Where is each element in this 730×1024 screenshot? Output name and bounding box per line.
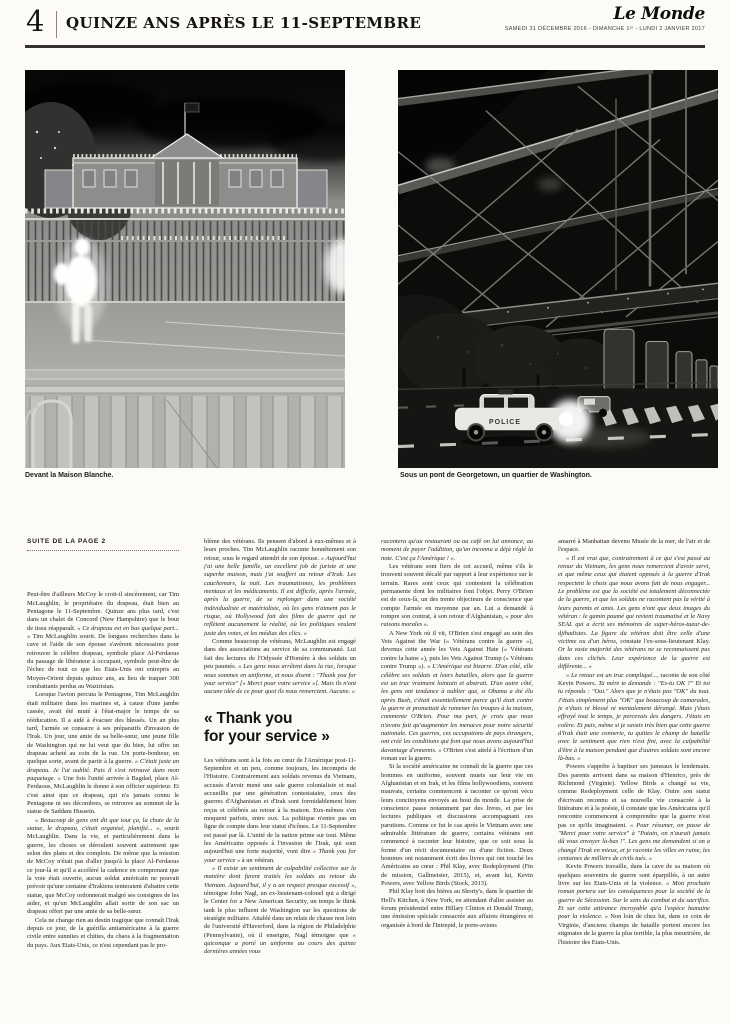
lemonde-masthead-logo: Le Monde <box>613 4 705 24</box>
article-paragraph: « Le retour est un truc compliqué..., raconte de son côté Kevin Powers. Ta mère te demande : "Es-tu OK ?" Et toi tu réponds : "Oui." Alors que je n'étais pas "OK" du tout. J'étais simplement plus "OK" que beaucoup de camarades, je n'étais ni blessé ni mentalement dérangé. Mais j'étais effrayé tout le temps, je percevais des dangers. J'étais en colère. Et puis, même si je savais très bien que cette guerre d'Irak était une connerie, tu quittes le champ de bataille avec le sentiment que rien n'est fini, avec la culpabilité d'être à la maison pendant que d'autres soldats sont encore là-bas. » <box>558 671 710 762</box>
article-column-4 <box>558 538 710 1020</box>
light-bar <box>498 389 513 394</box>
header-rule <box>25 45 705 48</box>
photo-georgetown-bridge <box>398 70 718 468</box>
article-paragraph: Si la société américaine ne connaît de la guerre que ces hommes en uniforme, souvent muets sur leur vie en Afghanistan et en Irak, et les films hollywoodiens, souvent mauvais, certains commencent à raconter ce qu'ont vécu leurs concitoyens envoyés au bout du monde. La prise de conscience passe notamment par des livres, et par les lectures publiques et discussions accompagnant ces parutions. Comme ce fut le cas après le Vietnam avec une admirable littérature de guerre, certains vétérans ont commencé à raconter leur histoire, que ce soit sous la forme d'un récit documentaire ou d'une fiction. Deux hommes ont notamment écrit des livres qui ont touché les Américains au cœur : Phil Klay, avec Redeployment (Fin de mission, Gallmeister, 2015), et, avant lui, Kevin Powers, avec Yellow Birds (Stock, 2013). <box>381 763 533 888</box>
section-title: QUINZE ANS APRÈS LE 11-SEPTEMBRE <box>66 14 422 32</box>
article-paragraph: « Beaucoup de gens ont dit que tout ça, la chute de la statue, le drapeau, c'était organisé, planifié... », sourit McLaughlin. Dans la vie, et particulièrement dans la guerre, les choses se déroulent souvent autrement que selon des plans et des complots. De même que la mission de McCoy n'était pas d'aller jusqu'à la place Al-Ferdaous ce jour-là et qu'il a accéléré la cadence en comprenant que la voie était ouverte, aucun soldat américain ne pouvait prévoir qu'une centaine d'Irakiens tenteraient d'abattre cette statue, que McCoy ordonnerait malgré ses consignes de les aider, et qu'un McLaughlin allait sortir de son sac un drapeau offert par une amie de sa belle-sœur. <box>27 816 179 916</box>
photo-caption-left: Devant la Maison Blanche. <box>25 472 114 479</box>
article-paragraph: racontera qu'au restaurant ou au café on lui annonce, au moment de payer l'addition, qu'un inconnu a déjà réglé la note. C'est ça l'Amérique ! ». <box>381 538 533 562</box>
article-paragraph: Comme beaucoup de vétérans, McLaughlin est engagé dans des associations au service de sa communauté. Lui fait des lectures de l'Odyssée d'Homère à des soldats un peu paumés. « Les gens nous arrêtent dans la rue, lorsque nous sommes en uniforme, et nous disent : "Thank you for your service" [« Merci pour votre service »]. Mais ils n'ont aucune idée de ce pour quoi ils nous remercient. Aucune. » <box>204 638 356 696</box>
photo-white-house-thermal <box>25 70 345 468</box>
article-paragraph: Kevin Powers travaille, dans la cave de sa maison où quelques souvenirs de guerre sont éparpillés, à un autre livre sur les Etats-Unis et la violence. « Mon prochain roman portera sur les conséquences pour la société de la guerre de Sécession. Sur le sens du combat et du sacrifice. Et sur cette attirance incroyable qu'a l'espèce humaine pour la violence. » Non loin de chez lui, dans ce coin de Virginie, d'anciens champs de bataille portent encore les stigmates de la guerre la plus terrible, la plus meurtrière, de l'histoire des Etats-Unis. <box>558 863 710 946</box>
article-paragraph: blème des vétérans. Ils pensent d'abord à eux-mêmes et à leurs proches. Tim McLaughlin raconte honnêtement son retour, sous le regard attendri de son épouse. « Aujourd'hui j'ai une belle famille, un excellent job de juriste et une superbe maison, mais j'ai souffert au retour d'Irak. Les cauchemars, la nuit. Les traumatismes, les problèmes mentaux et les médicaments. Il est difficile, après l'armée, après la guerre, de se replonger dans une société individualiste et matérialiste, où les gens n'aiment pas le risque, où Hollywood fait des films de guerre qui ne reflètent aucunement la réalité, où les politiques veulent juste des votes, et les médias des clics. » <box>204 538 356 637</box>
article-paragraph: « Il est vrai que, contrairement à ce qui s'est passé au retour du Vietnam, les gens nous remercient d'avoir servi, et que même ceux qui étaient opposés à la guerre d'Irak respectent le choix que nous avons fait de nous engager... Le problème est que la société est totalement déconnectée de la guerre, et que les soldats ne racontent pas la vérité à leurs parents et amis. Les gens n'ont que deux images du vétéran : le gamin paumé qui revient traumatisé et le Navy SEAL qui a écrit ses mémoires de super-héros-tueur-de-djihadistes. La figure du vétéran doit être celle d'une victime ou d'un héros, constate l'ex-sous-lieutenant Klay. Or la vaste majorité des vétérans ne se reconnaissent pas dans ces clichés. Leur expérience de la guerre est différente... » <box>558 554 710 671</box>
article-paragraph: « Il existe un sentiment de culpabilité collective sur la manière dont furent traités les soldats au retour du Vietnam. Aujourd'hui, il y a un respect presque excessif », témoigne John Nagl, un ex-lieutenant-colonel qui a dirigé le Center for a New American Security, un temps le think tank le plus influent de Washington sur les questions de stratégie militaire. Attablé dans un relais de chasse non loin de l'université d'Haverford, dans la région de Philadelphie (Pennsylvanie), où il enseigne, Nagl témoigne que « quiconque a porté un uniforme au cours des quinze dernières années vous <box>204 865 356 956</box>
article-paragraph: Phil Klay boit des bières au Shorty's, dans le quartier de Hell's Kitchen, à New York, en attendant d'aller assister au forum présidentiel entre Hillary Clinton et Donald Trump, une émission spéciale consacrée aux affaires étrangères et organisée à bord de l'Intrepid, le porte-avions <box>381 888 533 929</box>
photo-caption-right: Sous un pont de Georgetown, un quartier de Washington. <box>400 472 592 479</box>
header-divider <box>56 11 57 38</box>
continued-from-kicker: SUITE DE LA PAGE 2 <box>27 538 179 551</box>
page-number: 4 <box>26 4 45 38</box>
police-door-label: POLICE <box>489 419 522 427</box>
article-paragraph: Powers s'apprête à baptiser ses jumeaux le lendemain. Des parents arrivent dans sa maison d'Henrico, près de Richmond (Virginie). Yellow Birds a changé sa vie, comme Redeployment celle de Klay. Outre son statut d'écrivain reconnu et sa nouvelle vie consacrée à la littérature et à la poésie, il constate que les Américains qu'il rencontre commencent à comprendre que la guerre n'est pas ce qu'ils imaginaient. « Pour résumer, on passe de "Merci pour votre service" à "Putain, on n'aurait jamais dû vous envoyer là-bas !". Les gens me demandent si on a changé l'Irak en mieux, et je raconte les villes en ruine, les centaines de milliers de civils tués. » <box>558 763 710 863</box>
article-column-2 <box>204 538 356 1020</box>
article-column-3 <box>381 538 533 1020</box>
edition-dateline: SAMEDI 31 DÉCEMBRE 2016 - DIMANCHE 1ᵉʳ - LUNDI 2 JANVIER 2017 <box>504 26 705 32</box>
article-paragraph: A New York où il vit, O'Brien s'est engagé au sein des Vets Against the War (« Vétérans contre la guerre »), devenus cette année les Vets Against Hate (« Vétérans contre la haine »), puis les Vets Against Trump (« Vétérans contre Trump »). « L'Amérique est bizarre. D'un côté, elle célèbre ses soldats et leurs batailles, alors que la guerre est un truc vraiment lointain et abstrait. D'un autre côté, les gens ont tendance à oublier que, si Obama a été élu après Bush, c'était essentiellement parce qu'il était contre la guerre et promettait de ramener les troupes à la maison, commente O'Brien. Pour ma part, je crois que nous n'avons fait qu'augmenter les menaces pour notre sécurité nationale. Ces guerres, ces occupations de pays étrangers, ont créé les conditions qui font que nous avons aujourd'hui davantage d'ennemis. » O'Brien s'est attelé à l'écriture d'un roman sur la guerre. <box>381 629 533 762</box>
article-paragraph: Cela ne change rien au destin tragique que connaît l'Irak depuis ce jour, de la guérilla antiaméricaine à la guerre civile entre sunnites et chiites, du chaos à la fragmentation du pays. Aux Etats-Unis, ce n'est cependant pas le pro- <box>27 916 179 949</box>
article-paragraph: Les vétérans sont fiers de cet accueil, même s'ils le trouvent souvent décalé par rapport à leur expérience sur le terrain. Rares sont ceux qui contestent la célébration permanente dont les militaires font l'objet. Perry O'Brien est de ceux-là, un des trente objecteurs de conscience que compte l'armée en moyenne par an. Lui a demandé à rompre son contrat, à son retour d'Afghanistan, « pour des raisons morales ». <box>381 563 533 629</box>
barricade <box>25 386 345 468</box>
flag <box>185 103 199 112</box>
article-paragraph: Les vétérans sont à la fois au cœur de l'Amérique post-11-Septembre et un peu, comme toujours, les incompris de l'Histoire. Contrairement aux soldats revenus du Vietnam, accusés d'avoir mené une sale guerre colonialiste et mal accueillis par une génération contestataire, ceux des guerres d'Afghanistan et d'Irak sont formidablement bien reçus et célébrés au retour à la maison. Eux-mêmes s'en moquent parfois, entre eux. La politique n'entre pas en ligne de compte dans leur statut d'icônes. Le 11-Septembre est passé par là. L'unité de la nation prime sur tout. Même les Américains opposés à l'invasion de l'Irak, qui sont aujourd'hui une forte majorité, vont dire « Thank you for your service » à un vétéran. <box>204 756 356 864</box>
article-column-1 <box>27 538 179 1020</box>
article-paragraph: Lorsque l'avion percuta le Pentagone, Tim McLaughlin était militaire dans les marines et, à cause d'une jambe cassée, avait été muté à l'état-major le temps de sa rééducation. Il a aidé à évacuer des blessés. Un an plus tard, l'armée se consacre à ses préparatifs d'invasion de l'Irak. Un jour, une amie de sa belle-sœur, une jeune fille de Washington qui ne lui veut que du bien, lui offre un drapeau acheté au coin de la rue. Un porte-bonheur, en quelque sorte, avant de partir à la guerre. « C'était juste un drapeau. Je l'ai oublié. Puis il s'est retrouvé dans mon paquetage. » Une fois l'unité arrivée à Bagdad, place Al-Ferdaous, McLaughlin le donne à son officier supérieur. Et c'est ainsi que ce drapeau, qui n'a jamais connu le Pentagone ni ses décombres, se retrouve au sommet de la statue de Saddam Hussein. <box>27 691 179 816</box>
article-paragraph: amarré à Manhattan devenu Musée de la mer, de l'air et de l'espace. <box>558 538 710 554</box>
pull-quote: « Thank you for your service » <box>204 709 330 745</box>
article-paragraph: Peut-être d'ailleurs McCoy le croit-il sincèrement, car Tim McLaughlin, le propriétaire du drapeau, était bien au Pentagone le 11-Septembre. Quinze ans plus tard, c'est dans un chalet de Concord (New Hampshire) que le bout de tissu réapparaît. « Ce drapeau est en bas quelque part... » Tim McLaughlin sourit. De longues recherches dans la cave et l'aide de son épouse s'avèrent nécessaires pour retrouver le célèbre drapeau, symbole place Al-Ferdaous du passage de libérateur à occupant, symbole peut-être de l'échec de tout ce que les Etats-Unis ont entrepris au Moyen-Orient depuis quinze ans, au lieu de traquer 300 combattants perdus au Waziristan. <box>27 591 179 691</box>
